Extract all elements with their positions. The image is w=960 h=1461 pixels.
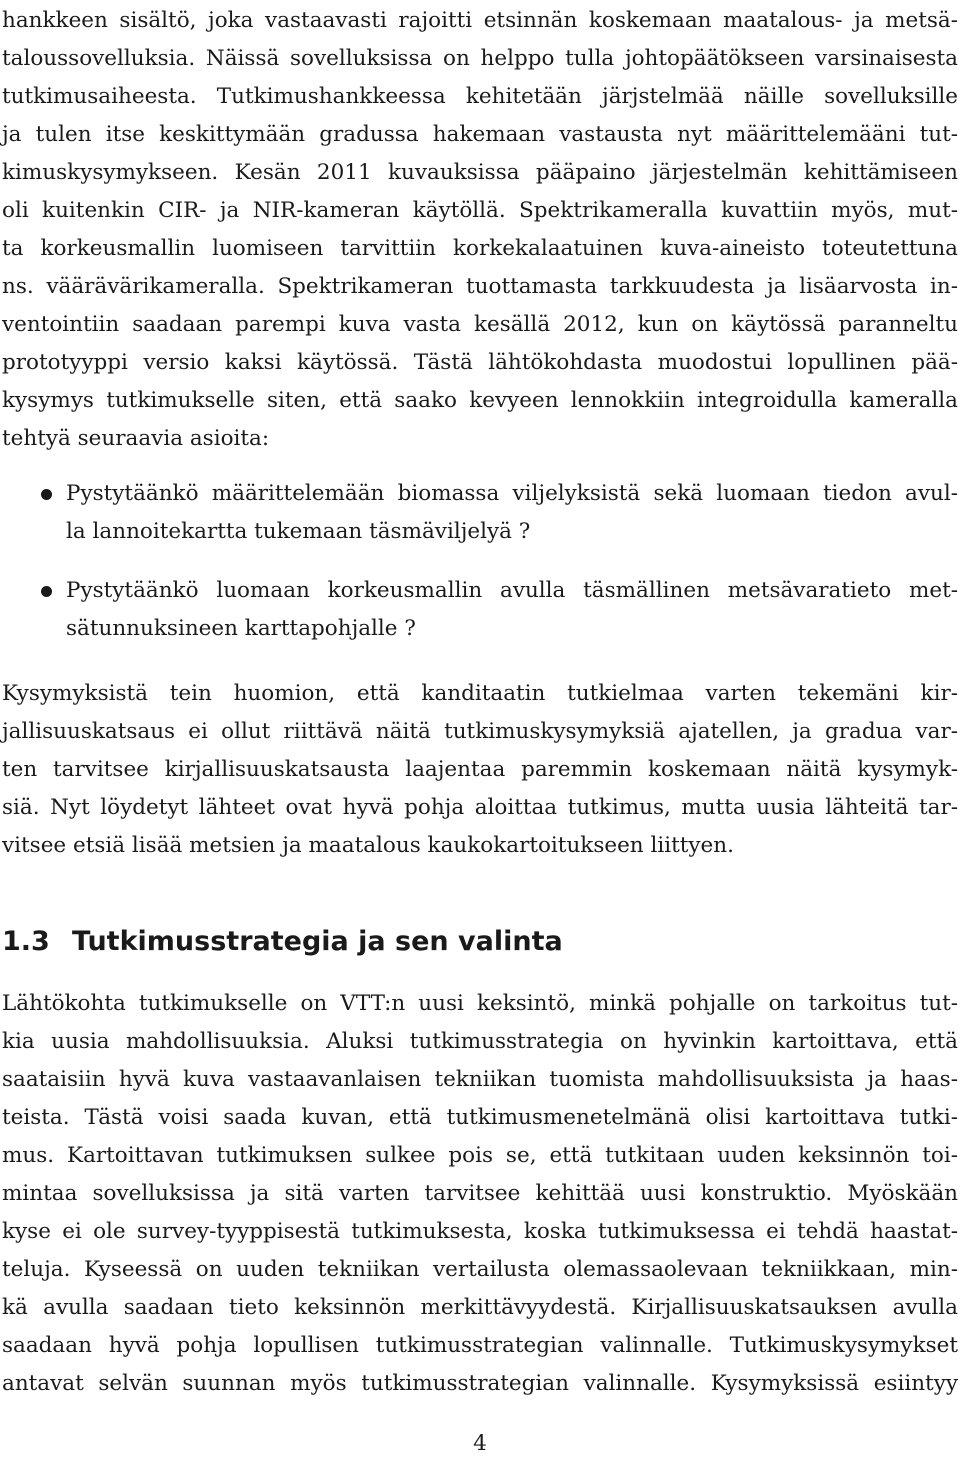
text-line: antavat selvän suunnan myös tutkimusstrategian valinnalle. Kysymyksissä esiintyy bbox=[2, 1371, 958, 1396]
text-line: tutkimusaiheesta. Tutkimushankkeessa kehitetään järjstelmää näille sovelluksille bbox=[2, 84, 958, 109]
text-line: kysymys tutkimukselle siten, että saako kevyeen lennokkiin integroidulla kameralla bbox=[2, 388, 958, 413]
text-line: teista. Tästä voisi saada kuvan, että tutkimusmenetelmänä olisi kartoittava tutki- bbox=[2, 1105, 958, 1130]
text-line: Lähtökohta tutkimukselle on VTT:n uusi keksintö, minkä pohjalle on tarkoitus tut- bbox=[2, 991, 958, 1016]
text-line: mintaa sovelluksissa ja sitä varten tarvitsee kehittää uusi konstruktio. Myöskään bbox=[2, 1181, 958, 1206]
paragraph-3 bbox=[2, 985, 958, 1403]
text-line: saadaan hyvä pohja lopullisen tutkimusstrategian valinnalle. Tutkimuskysymykset bbox=[2, 1333, 958, 1358]
text-line: saataisiin hyvä kuva vastaavanlaisen tekniikan tuomista mahdollisuuksista ja haas- bbox=[2, 1067, 958, 1092]
text-line: taloussovelluksia. Näissä sovelluksissa on helppo tulla johtopäätökseen varsinaisesta bbox=[2, 46, 958, 71]
text-line: ja tulen itse keskittymään gradussa hakemaan vastausta nyt määrittelemääni tut- bbox=[2, 122, 958, 147]
bullet-text-line: sätunnuksineen karttapohjalle ? bbox=[66, 616, 416, 641]
text-line: tehtyä seuraavia asioita: bbox=[2, 426, 270, 451]
text-line: vitsee etsiä lisää metsien ja maatalous kaukokartoitukseen liittyen. bbox=[2, 833, 734, 858]
text-line: ns. väärävärikameralla. Spektrikameran tuottamasta tarkkuudesta ja lisäarvosta in- bbox=[2, 274, 958, 299]
text-line: teluja. Kyseessä on uuden tekniikan vertailusta olemassaolevaan tekniikkaan, min- bbox=[2, 1257, 958, 1282]
text-line: oli kuitenkin CIR- ja NIR-kameran käytöllä. Spektrikameralla kuvattiin myös, mut- bbox=[2, 198, 958, 223]
text-line: kä avulla saadaan tieto keksinnön merkittävyydestä. Kirjallisuuskatsauksen avulla bbox=[2, 1295, 958, 1320]
text-line: hankkeen sisältö, joka vastaavasti rajoitti etsinnän koskemaan maatalous- ja metsä- bbox=[2, 8, 958, 33]
text-line: ta korkeusmallin luomiseen tarvittiin korkekalaatuinen kuva-aineisto toteutettuna bbox=[2, 236, 958, 261]
section-title: Tutkimusstrategia ja sen valinta bbox=[72, 926, 563, 957]
paragraph-1 bbox=[2, 2, 958, 458]
page-number: 4 bbox=[473, 1431, 487, 1456]
bullet-text-line: la lannoitekartta tukemaan täsmäviljelyä ? bbox=[66, 519, 531, 544]
text-line: siä. Nyt löydetyt lähteet ovat hyvä pohja aloittaa tutkimus, mutta uusia lähteitä tar- bbox=[2, 795, 958, 820]
text-line: mus. Kartoittavan tutkimuksen sulkee pois se, että tutkitaan uuden keksinnön toi- bbox=[2, 1143, 958, 1168]
bullet-text-line: Pystytäänkö määrittelemään biomassa viljelyksistä sekä luomaan tiedon avul- bbox=[66, 481, 958, 506]
text-line: Kysymyksistä tein huomion, että kanditaatin tutkielmaa varten tekemäni kir- bbox=[2, 681, 958, 706]
section-number: 1.3 bbox=[2, 926, 50, 957]
text-line: ten tarvitsee kirjallisuuskatsausta laajentaa paremmin koskemaan näitä kysymyk- bbox=[2, 757, 958, 782]
text-line: ventointiin saadaan parempi kuva vasta kesällä 2012, kun on käytössä paranneltu bbox=[2, 312, 958, 337]
section-heading bbox=[2, 917, 563, 967]
text-line: kyse ei ole survey-tyyppisestä tutkimuksesta, koska tutkimuksessa ei tehdä haastat- bbox=[2, 1219, 958, 1244]
text-line: kia uusia mahdollisuuksia. Aluksi tutkimusstrategia on hyvinkin kartoittava, että bbox=[2, 1029, 958, 1054]
text-line: jallisuuskatsaus ei ollut riittävä näitä tutkimuskysymyksiä ajatellen, ja gradua var- bbox=[2, 719, 958, 744]
bullet-dot-icon bbox=[41, 586, 52, 597]
paragraph-2 bbox=[2, 675, 958, 865]
text-line: kimuskysymykseen. Kesän 2011 kuvauksissa pääpaino järjestelmän kehittämiseen bbox=[2, 160, 958, 185]
text-line: prototyyppi versio kaksi käytössä. Tästä lähtökohdasta muodostui lopullinen pää- bbox=[2, 350, 958, 375]
bullet-text-line: Pystytäänkö luomaan korkeusmallin avulla täsmällinen metsävaratieto met- bbox=[66, 578, 958, 603]
bullet-dot-icon bbox=[41, 489, 52, 500]
